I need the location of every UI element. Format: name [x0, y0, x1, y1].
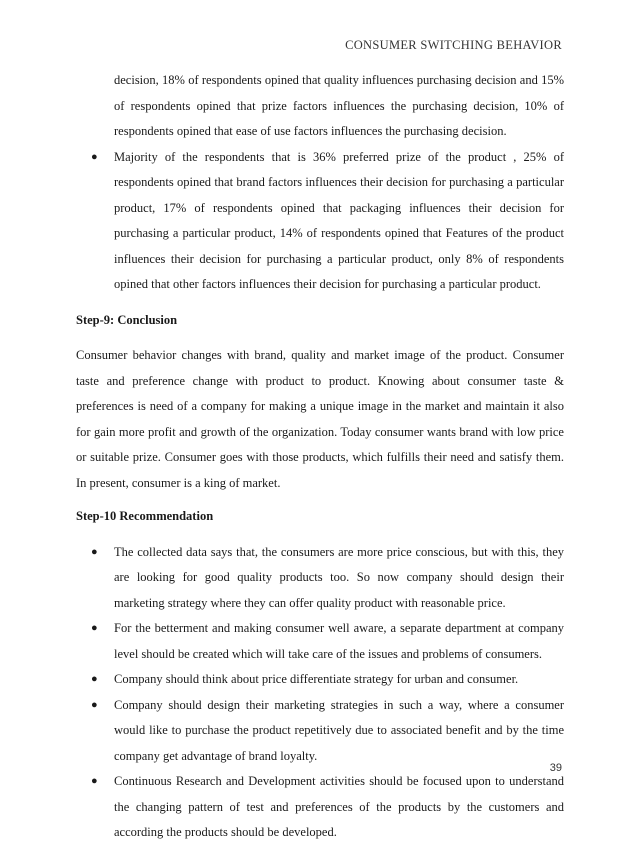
list-item-text: For the betterment and making consumer well aware, a separate department at company level should be created which will take care of the issues and problems of consumers. [114, 621, 564, 661]
list-item [76, 667, 564, 693]
list-item [76, 145, 564, 298]
bullet-icon: ● [91, 775, 98, 787]
continued-paragraph: decision, 18% of respondents opined that quality influences purchasing decision and 15% of respondents opined that prize factors influences the purchasing decision, 10% of respondents opined that ease of use factors influences the purchasing decision. [114, 73, 564, 138]
bullet-icon: ● [91, 150, 98, 163]
findings-list [76, 145, 564, 298]
recommendation-list [76, 540, 564, 846]
conclusion-paragraph: Consumer behavior changes with brand, quality and market image of the product. Consumer taste and preference change with product to product. Knowing about consumer taste & preferences is need of a company for making a unique image in the market and maintain it also for gain more profit and growth of the organization. Today consumer wants brand with low price or suitable prize. Consumer goes with those products, which fulfills their need and satisfy them. In present, consumer is a king of market. [76, 348, 564, 490]
list-item-text: The collected data says that, the consumers are more price conscious, but with this, they are looking for good quality products too. So now company should design their marketing strategy where they can offer quality product with reasonable price. [114, 544, 564, 610]
list-item-text: Company should design their marketing strategies in such a way, where a consumer would like to purchase the product repetitively due to associated benefit and by the time company get advantage of brand loyalty. [114, 697, 564, 763]
page-body [76, 68, 564, 846]
running-header: CONSUMER SWITCHING BEHAVIOR [345, 38, 562, 52]
bullet-icon: ● [91, 673, 98, 685]
bullet-icon: ● [91, 622, 98, 634]
list-item-text: Company should think about price differentiate strategy for urban and consumer. [114, 672, 519, 686]
list-item [76, 616, 564, 667]
bullet-icon: ● [91, 698, 98, 711]
list-item [76, 693, 564, 770]
list-item [76, 769, 564, 846]
list-item-text: Majority of the respondents that is 36% preferred prize of the product , 25% of respondents opined that brand factors influences their decision for purchasing a particular product, 17% of respondents opined that packaging influences their decision for purchasing a particular product, 14% of respondents opined that Features of the product influences their decision for purchasing a particular product, only 8% of respondents opined that other factors influences their decision for purchasing a particular product. [114, 149, 564, 291]
list-item-text: Continuous Research and Development activities should be focused upon to understand the changing pattern of test and preferences of the products by the customers and according the products should be developed. [114, 774, 564, 839]
page-number: 39 [549, 762, 562, 774]
section-heading-recommendation: Step-10 Recommendation [76, 509, 214, 523]
bullet-icon: ● [91, 545, 98, 558]
list-item [76, 540, 564, 617]
section-heading-conclusion: Step-9: Conclusion [76, 312, 178, 327]
